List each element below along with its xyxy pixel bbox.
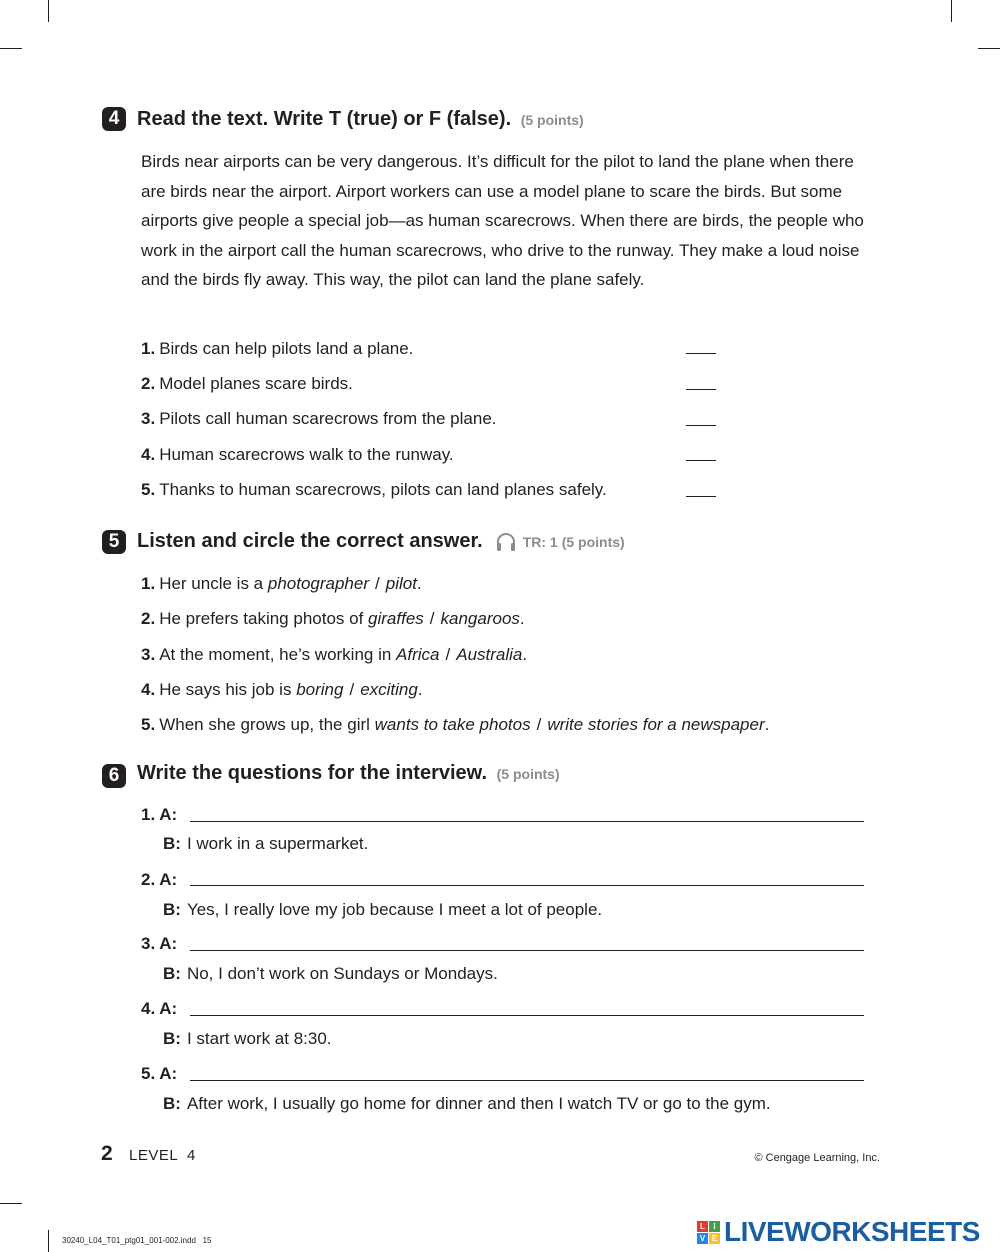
- question-answer-line-2[interactable]: [190, 885, 864, 886]
- question-answer-line-1[interactable]: [190, 821, 864, 822]
- question-answer-line-3[interactable]: [190, 950, 864, 951]
- copyright: © Cengage Learning, Inc.: [754, 1152, 880, 1164]
- page-number: 2: [101, 1142, 113, 1165]
- crop-mark: [48, 0, 49, 22]
- level-label: LEVEL 4: [129, 1147, 196, 1164]
- item-number: 1.: [141, 574, 156, 593]
- section-5-points: (5 points): [561, 533, 625, 550]
- tf-answer-blank-3[interactable]: [686, 425, 716, 426]
- answer: B: After work, I usually go home for dinner and then I watch TV or go to the gym.: [163, 1094, 771, 1113]
- file-id: 30240_L04_T01_ptg01_001-002.indd 15: [62, 1236, 212, 1245]
- question-label: 3. A:: [141, 934, 178, 953]
- tf-answer-blank-2[interactable]: [686, 389, 716, 390]
- answer: B: Yes, I really love my job because I meet a lot of people.: [163, 900, 603, 919]
- option-2[interactable]: Australia: [456, 645, 523, 664]
- option-1[interactable]: photographer: [267, 574, 369, 593]
- option-2[interactable]: exciting: [360, 680, 418, 699]
- liveworksheets-logo[interactable]: [697, 1216, 980, 1248]
- question-label: 4. A:: [141, 999, 178, 1018]
- slash: /: [445, 645, 451, 664]
- crop-mark: [48, 1230, 49, 1252]
- section-6-instructions: Write the questions for the interview.: [137, 762, 488, 784]
- period: .: [417, 680, 423, 699]
- section-6-number: 6: [102, 764, 126, 788]
- track-number: TR: 1: [522, 533, 558, 550]
- item-number: 3.: [141, 409, 156, 428]
- section-4-title: [137, 108, 584, 131]
- section-6-title: [137, 762, 560, 785]
- tf-item: [141, 374, 353, 394]
- item-text: Pilots call human scarecrows from the plane.: [159, 409, 497, 428]
- item-number: 2.: [141, 609, 156, 628]
- option-1[interactable]: wants to take photos: [374, 715, 531, 734]
- period: .: [522, 645, 528, 664]
- question-label: 2. A:: [141, 870, 178, 889]
- tf-answer-blank-1[interactable]: [686, 353, 716, 354]
- section-6-points: (5 points): [496, 766, 560, 782]
- option-1[interactable]: giraffes: [368, 609, 424, 628]
- circle-item: [141, 715, 769, 735]
- item-text: When she grows up, the girl: [159, 715, 375, 734]
- tf-item: [141, 409, 497, 429]
- item-text: Human scarecrows walk to the runway.: [159, 445, 454, 464]
- item-number: 4.: [141, 680, 156, 699]
- period: .: [519, 609, 525, 628]
- question-label: 5. A:: [141, 1064, 178, 1083]
- item-number: 2.: [141, 374, 156, 393]
- circle-item: [141, 680, 423, 700]
- section-4-instructions: Read the text. Write T (true) or F (false).: [137, 108, 512, 130]
- reading-passage: Birds near airports can be very dangerous. It’s difficult for the pilot to land the plane when there are birds near the airport. Airport workers can use a model plane to scare the birds. But some airports give people a special job—as human scarecrows. When there are birds, the people who work in the airport call the human scarecrows, who drive to the runway. They make a loud noise and the birds fly away. This way, the pilot can land the plane safely.: [141, 152, 864, 290]
- headphones-icon: [495, 532, 517, 552]
- crop-mark: [0, 48, 22, 49]
- item-text: At the moment, he’s working in: [159, 645, 397, 664]
- section-5-instructions: Listen and circle the correct answer.: [137, 530, 483, 552]
- item-number: 5.: [141, 480, 156, 499]
- option-1[interactable]: Africa: [396, 645, 440, 664]
- section-5-title: [137, 530, 625, 553]
- section-4-number: 4: [102, 107, 126, 131]
- crop-mark: [978, 48, 1000, 49]
- slash: /: [429, 609, 435, 628]
- slash: /: [536, 715, 542, 734]
- crop-mark: [0, 1203, 22, 1204]
- item-number: 5.: [141, 715, 156, 734]
- item-text: He says his job is: [159, 680, 297, 699]
- section-5-number: 5: [102, 530, 126, 554]
- item-number: 4.: [141, 445, 156, 464]
- item-text: He prefers taking photos of: [159, 609, 369, 628]
- item-number: 1.: [141, 339, 156, 358]
- tf-answer-blank-5[interactable]: [686, 496, 716, 497]
- answer: B: I work in a supermarket.: [163, 834, 369, 853]
- item-text: Her uncle is a: [159, 574, 268, 593]
- question-answer-line-5[interactable]: [190, 1080, 864, 1081]
- slash: /: [375, 574, 380, 593]
- crop-mark: [951, 0, 952, 22]
- item-text: Thanks to human scarecrows, pilots can land planes safely.: [159, 480, 607, 499]
- tf-item: [141, 445, 454, 465]
- item-number: 3.: [141, 645, 156, 664]
- option-2[interactable]: pilot: [385, 574, 417, 593]
- section-4-points: (5 points): [520, 112, 584, 128]
- item-text: Birds can help pilots land a plane.: [159, 339, 414, 358]
- question-label: 1. A:: [141, 805, 178, 824]
- tf-item: [141, 480, 607, 500]
- answer: B: No, I don’t work on Sundays or Mondays.: [163, 964, 498, 983]
- option-2[interactable]: write stories for a newspaper: [547, 715, 765, 734]
- circle-item: [141, 574, 422, 594]
- slash: /: [349, 680, 355, 699]
- question-answer-line-4[interactable]: [190, 1015, 864, 1016]
- period: .: [416, 574, 422, 593]
- period: .: [764, 715, 770, 734]
- option-1[interactable]: boring: [296, 680, 344, 699]
- option-2[interactable]: kangaroos: [440, 609, 520, 628]
- circle-item: [141, 609, 525, 629]
- logo-text: LIVEWORKSHEETS: [724, 1216, 980, 1247]
- circle-item: [141, 645, 527, 665]
- item-text: Model planes scare birds.: [159, 374, 353, 393]
- tf-item: [141, 339, 413, 359]
- tf-answer-blank-4[interactable]: [686, 460, 716, 461]
- answer: B: I start work at 8:30.: [163, 1029, 332, 1048]
- logo-grid-icon: L I V E: [697, 1221, 720, 1244]
